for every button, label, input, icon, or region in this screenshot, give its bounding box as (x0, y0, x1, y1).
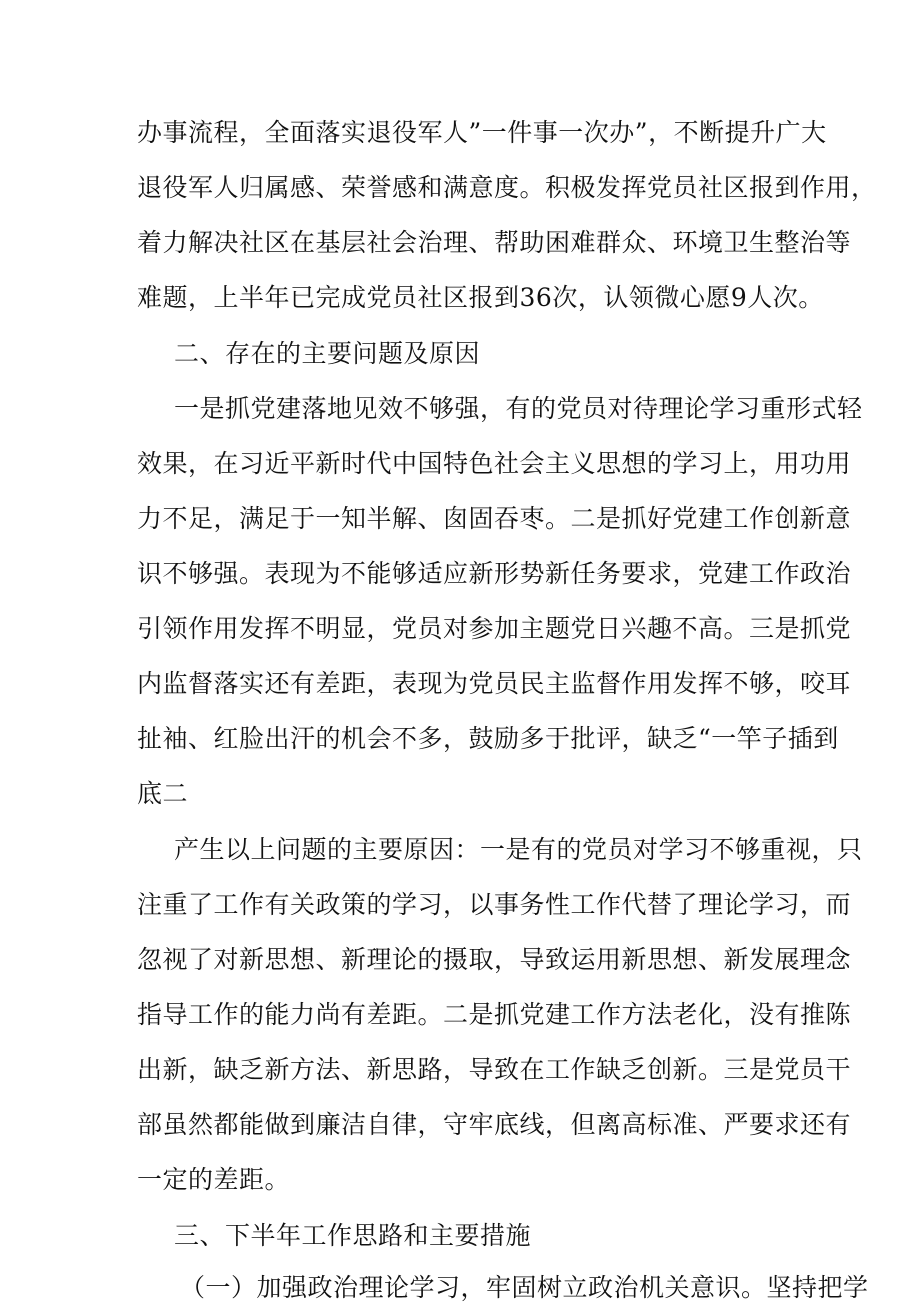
paragraph-3-line-6: 部虽然都能做到廉洁自律，守牢底线，但离高标准、严要求还有 (137, 1110, 852, 1139)
paragraph-1-line-3: 着力解决社区在基层社会治理、帮助困难群众、环境卫生整治等 (137, 228, 852, 257)
paragraph-3-line-1: 产生以上问题的主要原因：一是有的党员对学习不够重视，只 (174, 835, 863, 864)
paragraph-4-line-1: （一）加强政治理论学习，牢固树立政治机关意识。坚持把学 (180, 1273, 869, 1302)
paragraph-3-line-2: 注重了工作有关政策的学习，以事务性工作代替了理论学习，而 (137, 890, 852, 919)
paragraph-2-line-3: 力不足，满足于一知半解、囱固吞枣。二是抓好党建工作创新意 (137, 504, 852, 533)
section-heading-2: 二、存在的主要问题及原因 (174, 339, 481, 368)
paragraph-2-line-8: 底二 (137, 779, 189, 808)
paragraph-1-line-1: 办事流程，全面落实退役军人”一件事一次办”，不断提升广大 (137, 118, 827, 147)
paragraph-3-line-5: 出新，缺乏新方法、新思路，导致在工作缺乏创新。三是党员干 (137, 1055, 852, 1084)
paragraph-2-line-1: 一是抓党建落地见效不够强，有的党员对待理论学习重形式轻 (174, 394, 863, 423)
paragraph-3-line-4: 指导工作的能力尚有差距。二是抓党建工作方法老化，没有推陈 (137, 1000, 852, 1029)
paragraph-2-line-2: 效果，在习近平新时代中国特色社会主义思想的学习上，用功用 (137, 449, 852, 478)
section-heading-3: 三、下半年工作思路和主要措施 (174, 1221, 532, 1250)
paragraph-1-line-2: 退役军人归属感、荣誉感和满意度。积极发挥党员社区报到作用， (137, 173, 877, 202)
paragraph-2-line-4: 识不够强。表现为不能够适应新形势新任务要求，党建工作政治 (137, 559, 852, 588)
paragraph-3-line-7: 一定的差距。 (137, 1165, 291, 1194)
paragraph-2-line-5: 引领作用发挥不明显，党员对参加主题党日兴趣不高。三是抓党 (137, 614, 852, 643)
paragraph-2-line-6: 内监督落实还有差距，表现为党员民主监督作用发挥不够，咬耳 (137, 669, 852, 698)
paragraph-2-line-7: 扯袖、红脸出汗的机会不多，鼓励多于批评，缺乏“一竿子插到 (137, 724, 839, 753)
paragraph-1-line-4: 难题，上半年已完成党员社区报到36次，认领微心愿9人次。 (137, 283, 824, 312)
paragraph-3-line-3: 忽视了对新思想、新理论的摄取，导致运用新思想、新发展理念 (137, 945, 852, 974)
